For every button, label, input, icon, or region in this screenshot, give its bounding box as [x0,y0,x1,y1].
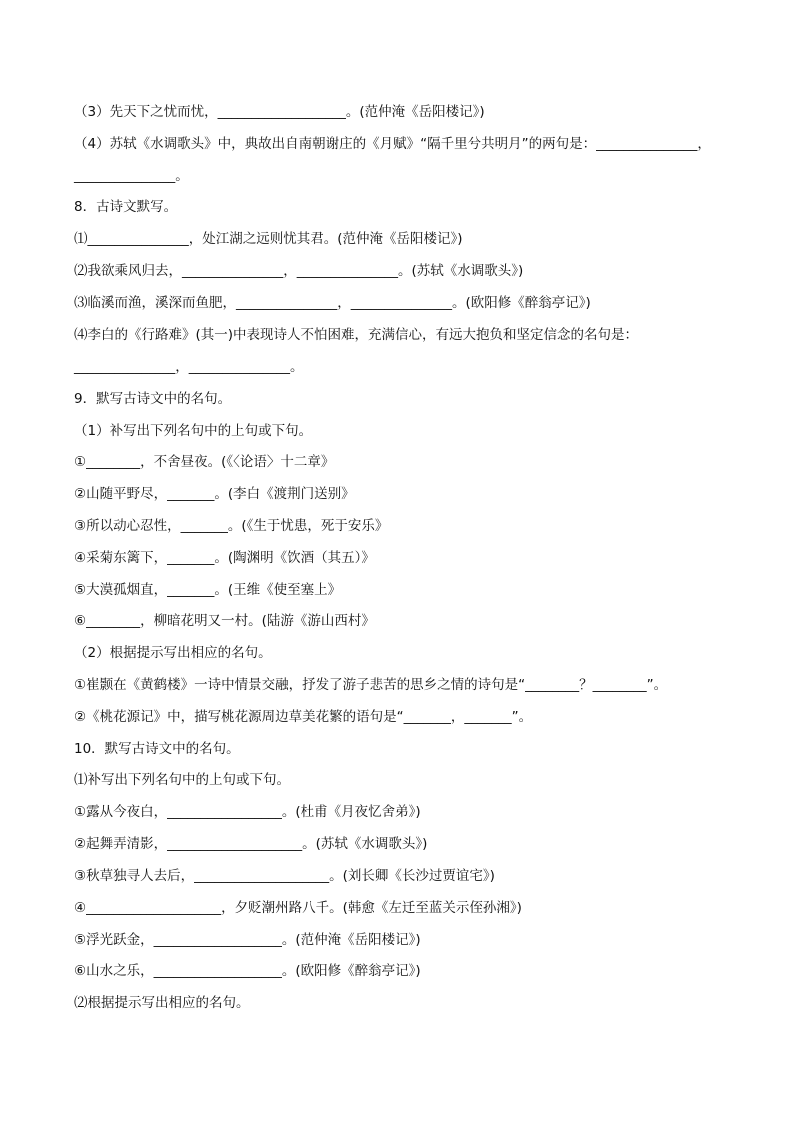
text-line: ⑶临溪而渔，溪深而鱼肥，_______________，_______________。(欧阳修《醉翁亭记》) [74,295,591,311]
text-line: ⑴_______________，处江湖之远则忧其君。(范仲淹《岳阳楼记》) [74,231,463,247]
text-line: ③秋草独寻人去后，____________________。(刘长卿《长沙过贾谊宅》) [74,868,495,884]
text-line: ①露从今夜白，_________________。(杜甫《月夜忆舍弟》) [74,804,421,820]
text-line: _______________。 [74,168,189,184]
text-line: ③所以动心忍性，_______。(《生于忧患，死于安乐》 [74,518,389,534]
text-line: ②《桃花源记》中，描写桃花源周边草美花繁的语句是“_______，_______”。 [74,709,533,725]
text-line: ⑥山水之乐，___________________。(欧阳修《醉翁亭记》) [74,963,421,979]
text-line: ④采菊东篱下，_______。(陶渊明《饮酒（其五）》 [74,550,375,566]
text-line: （3）先天下之忧而忧，___________________。(范仲淹《岳阳楼记》) [74,104,485,120]
question-heading: 10．默写古诗文中的名句。 [74,741,240,757]
text-line: ⑴补写出下列名句中的上句或下句。 [74,772,290,788]
text-line: ②起舞弄清影，____________________。(苏轼《水调歌头》) [74,836,428,852]
text-line: ⑵我欲乘风归去，_______________，_______________。(苏轼《水调歌头》) [74,263,524,279]
text-line: ⑤浮光跃金，___________________。(范仲淹《岳阳楼记》) [74,932,421,948]
text-line: _______________，_______________。 [74,359,304,375]
text-line: ①崔颢在《黄鹤楼》一诗中情景交融，抒发了游子悲苦的思乡之情的诗句是“________？________”。 [74,677,668,693]
question-heading: 9．默写古诗文中的名句。 [74,391,232,407]
text-line: ②山随平野尽，_______。(李白《渡荆门送别》 [74,486,355,502]
text-line: ⑤大漠孤烟直，_______。(王维《使至塞上》 [74,582,342,598]
text-line: ④____________________，夕贬潮州路八千。(韩愈《左迁至蓝关示侄孙湘》) [74,900,522,916]
text-line: （4）苏轼《水调歌头》中，典故出自南朝谢庄的《月赋》“隔千里兮共明月”的两句是：_______________， [74,136,711,152]
text-line: ①________，不舍昼夜。(《〈论语〉十二章》 [74,454,335,470]
text-line: ⑷李白的《行路难》(其一)中表现诗人不怕困难，充满信心，有远大抱负和坚定信念的名句是： [74,327,639,343]
text-line: （2）根据提示写出相应的名句。 [74,645,272,661]
text-line: ⑵根据提示写出相应的名句。 [74,995,250,1011]
text-line: ⑥________，柳暗花明又一村。(陆游《游山西村》 [74,613,375,629]
text-line: （1）补写出下列名句中的上句或下句。 [74,423,313,439]
question-heading: 8．古诗文默写。 [74,199,178,215]
